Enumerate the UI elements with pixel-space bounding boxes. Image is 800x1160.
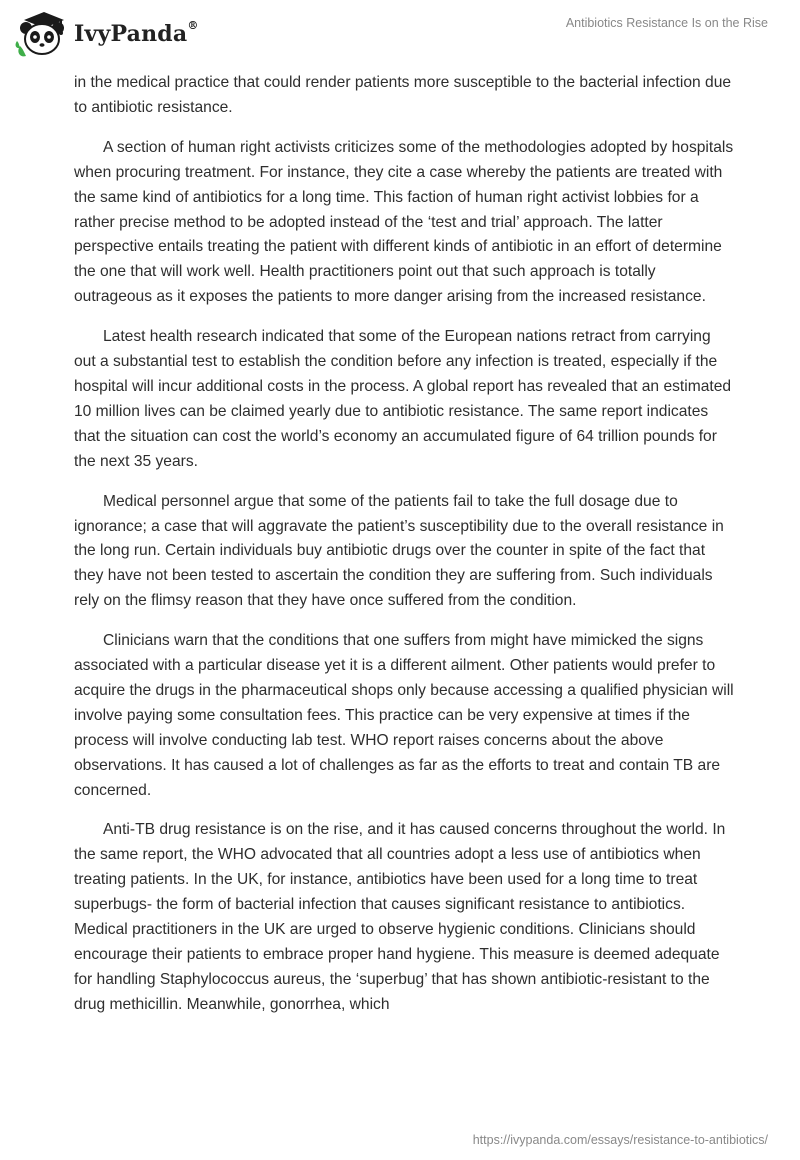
brand-logo[interactable]: [14, 8, 199, 60]
paragraph: Anti-TB drug resistance is on the rise, and it has caused concerns throughout the world. In the same report, the WHO advocated that all countries adopt a less use of antibiotics when treating patients. In the UK, for instance, antibiotics have been used for a long time to treat superbugs- the form of bacterial infection that causes significant resistance to antibiotics. Medical practitioners in the UK are urged to observe hygienic conditions. Clinicians should encourage their patients to embrace proper hand hygiene. This measure is deemed adequate for handling Staphylococcus aureus, the ‘superbug’ that has shown antibiotic-resistant to the drug methicillin. Meanwhile, gonorrhea, which: [74, 821, 726, 1013]
paragraph: Medical personnel argue that some of the patients fail to take the full dosage due to ignorance; a case that will aggravate the patient’s susceptibility due to the overall resistance in the long run. Certain individuals buy antibiotic drugs over the counter in spite of the fact that they have not been tested to ascertain the condition they are suffering from. Such individuals rely on the flimsy reason that they have once suffered from the condition.: [74, 492, 724, 610]
registered-mark: ®: [187, 19, 199, 32]
essay-body: [74, 71, 734, 1033]
page-header: [0, 0, 800, 70]
brand-name: IvyPanda®: [74, 19, 199, 47]
paragraph: in the medical practice that could render patients more susceptible to the bacterial infection due to antibiotic resistance.: [74, 74, 732, 116]
paragraph: Clinicians warn that the conditions that one suffers from might have mimicked the signs associated with a particular disease yet it is a different ailment. Other patients would prefer to acquire the drugs in the pharmaceutical shops only because accessing a qualified physician will involve paying some consultation fees. This practice can be very expensive at times if the process will involve conducting lab test. WHO report raises concerns about the above observations. It has caused a lot of challenges as far as the efforts to treat and contain TB are concerned.: [74, 632, 734, 799]
panda-logo-icon: [14, 8, 70, 60]
paragraph: A section of human right activists criticizes some of the methodologies adopted by hospitals when procuring treatment. For instance, they cite a case whereby the patients are treated with the same kind of antibiotics for a long time. This faction of human right activist lobbies for a rather precise method to be adopted instead of the ‘test and trial’ approach. The latter perspective entails treating the patient with different kinds of antibiotic in an effort of determine the one that will work well. Health practitioners point out that such approach is totally outrageous as it exposes the patients to more danger arising from the increased resistance.: [74, 138, 734, 306]
document-title: Antibiotics Resistance Is on the Rise: [565, 16, 768, 30]
paragraph: Latest health research indicated that some of the European nations retract from carrying out a substantial test to establish the condition before any infection is treated, especially if the hospital will incur additional costs in the process. A global report has revealed that an estimated 10 million lives can be claimed yearly due to antibiotic resistance. The same report indicates that the situation can cost the world’s economy an accumulated figure of 64 trillion pounds for the next 35 years.: [74, 328, 732, 470]
source-url-link[interactable]: https://ivypanda.com/essays/resistance-to-antibiotics/: [472, 1133, 768, 1147]
